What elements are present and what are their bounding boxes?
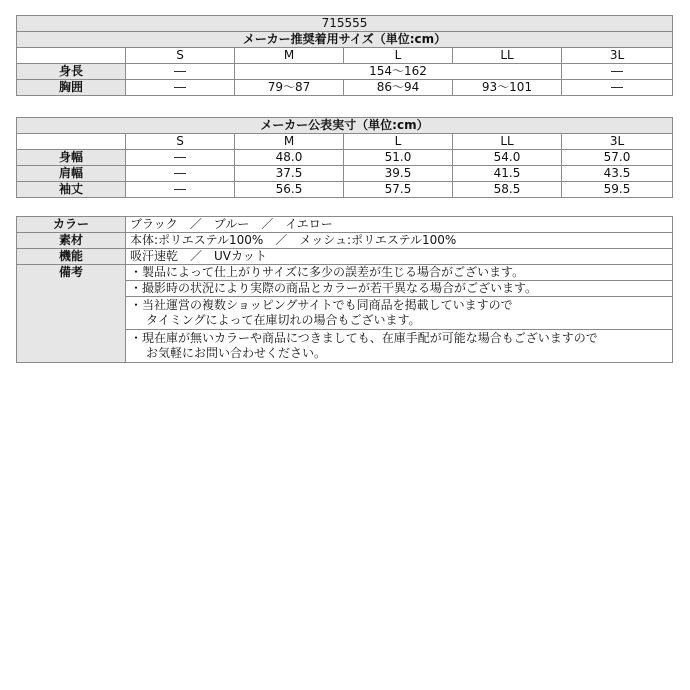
chest-row <box>17 80 673 96</box>
note-line: お気軽にお問い合わせください。 <box>146 346 327 360</box>
height-value: ― <box>126 64 235 80</box>
chest-value: 93〜101 <box>453 80 562 96</box>
size-header: 3L <box>562 48 673 64</box>
measurement-value: 56.5 <box>235 182 344 198</box>
measurement-value: 57.5 <box>344 182 453 198</box>
measurement-value: 41.5 <box>453 166 562 182</box>
color-row <box>17 217 673 233</box>
measurement-row <box>17 166 673 182</box>
measurement-value: 39.5 <box>344 166 453 182</box>
size-header: S <box>126 134 235 150</box>
product-info-table <box>16 216 673 363</box>
product-code: 715555 <box>17 16 673 32</box>
note-item <box>126 297 673 330</box>
recommended-size-table <box>16 15 673 96</box>
note-item <box>126 330 673 363</box>
function-value: 吸汗速乾 ／ UVカット <box>126 249 673 265</box>
size-header: S <box>126 48 235 64</box>
measurement-value: ― <box>126 166 235 182</box>
actual-size-title: メーカー公表実寸（単位:cm） <box>17 118 673 134</box>
actual-size-table <box>16 117 673 198</box>
color-value: ブラック ／ ブルー ／ イエロー <box>126 217 673 233</box>
measurement-value: 51.0 <box>344 150 453 166</box>
chest-value: ― <box>562 80 673 96</box>
notes-row <box>17 265 673 281</box>
chest-label: 胸囲 <box>17 80 126 96</box>
material-value: 本体:ポリエステル100% ／ メッシュ:ポリエステル100% <box>126 233 673 249</box>
size-header: LL <box>453 134 562 150</box>
note-line: ・現在庫が無いカラーや商品につきましても、在庫手配が可能な場合もございますので <box>130 331 598 345</box>
chest-value: 86〜94 <box>344 80 453 96</box>
measurement-value: 59.5 <box>562 182 673 198</box>
measurement-label: 袖丈 <box>17 182 126 198</box>
measurement-value: ― <box>126 182 235 198</box>
measurement-value: ― <box>126 150 235 166</box>
measurement-value: 48.0 <box>235 150 344 166</box>
chest-value: ― <box>126 80 235 96</box>
notes-label: 備考 <box>17 265 126 363</box>
measurement-value: 54.0 <box>453 150 562 166</box>
size-header-row <box>17 134 673 150</box>
size-header: LL <box>453 48 562 64</box>
material-label: 素材 <box>17 233 126 249</box>
measurement-value: 37.5 <box>235 166 344 182</box>
material-row <box>17 233 673 249</box>
measurement-row <box>17 182 673 198</box>
note-line: ・当社運営の複数ショッピングサイトでも同商品を掲載していますので <box>130 298 513 312</box>
measurement-label: 身幅 <box>17 150 126 166</box>
measurement-row <box>17 150 673 166</box>
color-label: カラー <box>17 217 126 233</box>
size-header: L <box>344 48 453 64</box>
size-header: 3L <box>562 134 673 150</box>
note-item: ・撮影時の状況により実際の商品とカラーが若干異なる場合がございます。 <box>126 281 673 297</box>
measurement-value: 43.5 <box>562 166 673 182</box>
height-row <box>17 64 673 80</box>
measurement-label: 肩幅 <box>17 166 126 182</box>
size-header: L <box>344 134 453 150</box>
note-item: ・製品によって仕上がりサイズに多少の誤差が生じる場合がございます。 <box>126 265 673 281</box>
empty-corner-cell <box>17 134 126 150</box>
size-header: M <box>235 134 344 150</box>
height-label: 身長 <box>17 64 126 80</box>
size-header-row <box>17 48 673 64</box>
note-line: タイミングによって在庫切れの場合もございます。 <box>146 313 421 327</box>
function-label: 機能 <box>17 249 126 265</box>
height-value: 154〜162 <box>235 64 562 80</box>
function-row <box>17 249 673 265</box>
measurement-value: 57.0 <box>562 150 673 166</box>
chest-value: 79〜87 <box>235 80 344 96</box>
empty-corner-cell <box>17 48 126 64</box>
size-header: M <box>235 48 344 64</box>
height-value: ― <box>562 64 673 80</box>
recommended-size-title: メーカー推奨着用サイズ（単位:cm） <box>17 32 673 48</box>
measurement-value: 58.5 <box>453 182 562 198</box>
